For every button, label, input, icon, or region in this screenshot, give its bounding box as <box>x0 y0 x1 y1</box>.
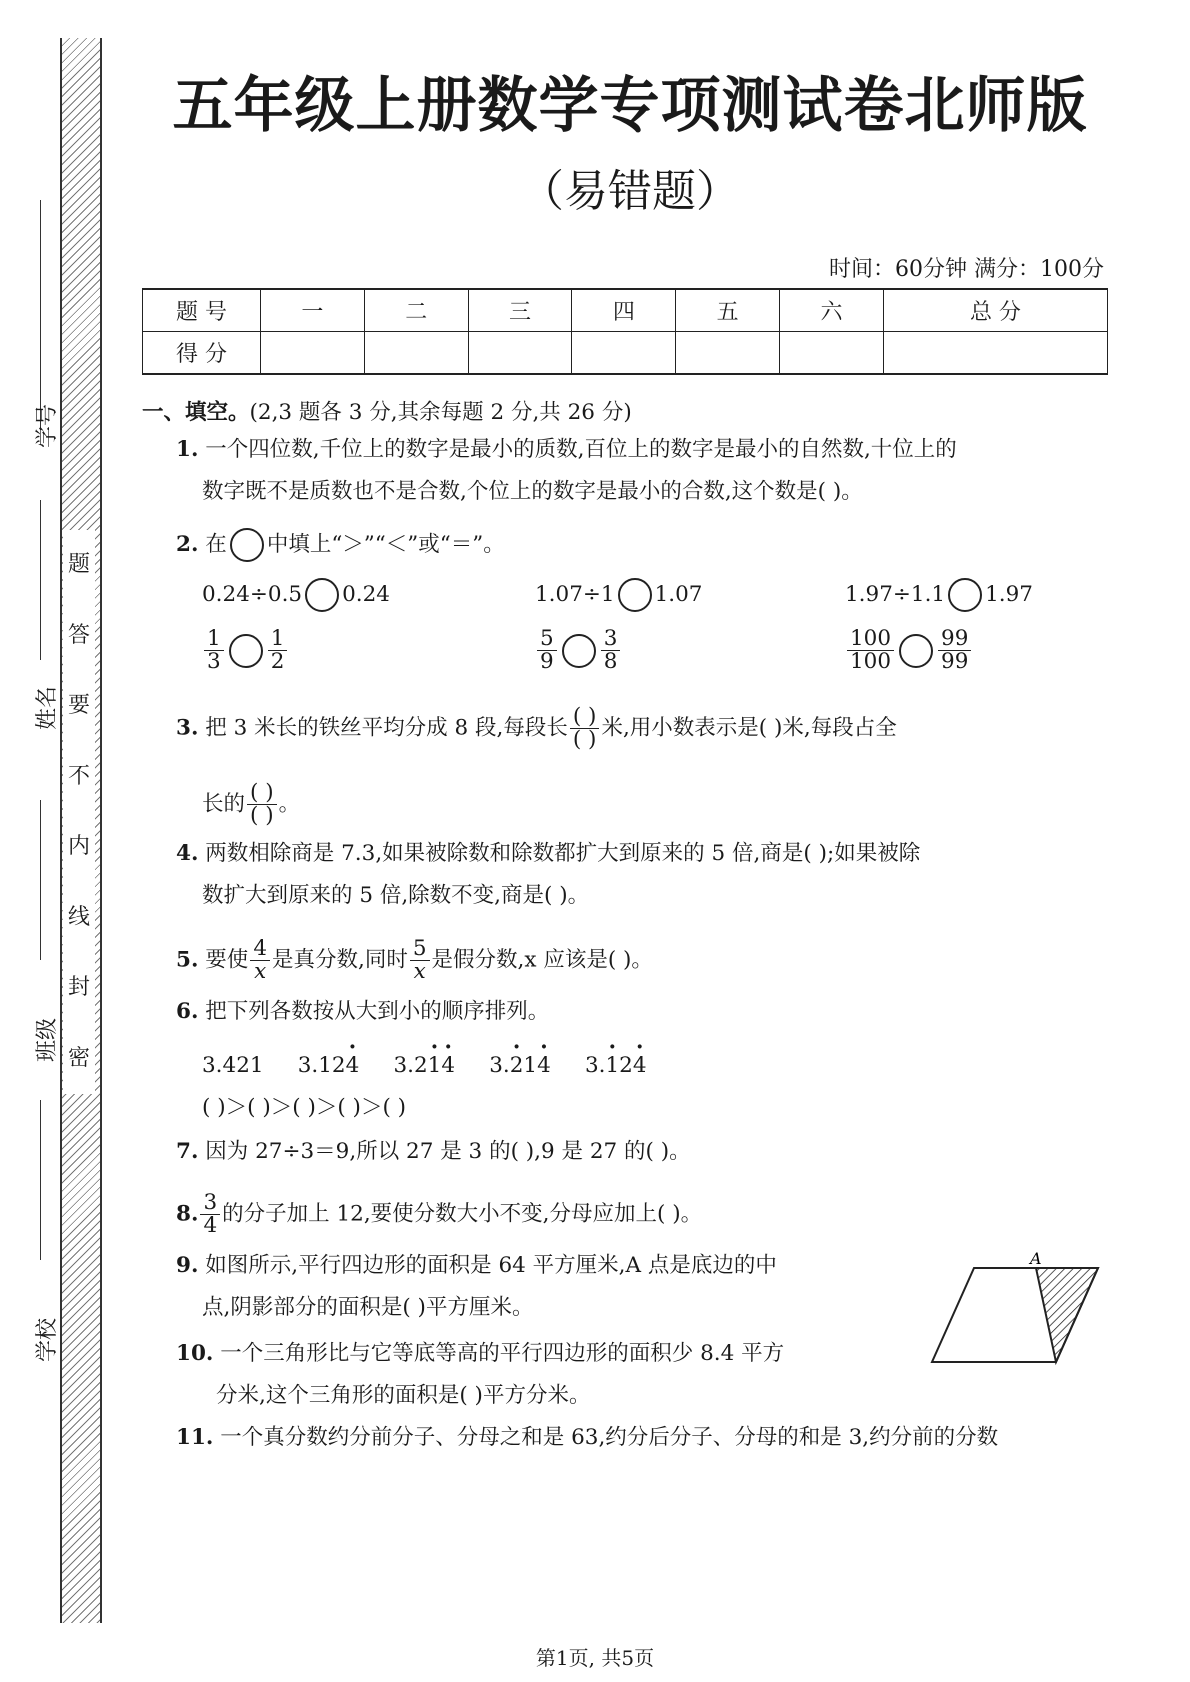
school-label: 学校 <box>35 1317 60 1362</box>
compare-item-4 <box>202 628 289 673</box>
compare-item-6 <box>845 628 973 673</box>
fraction-den: 100 <box>850 649 892 674</box>
page-title: 五年级上册数学专项测试卷北师版 <box>172 71 1088 141</box>
order-answer-line[interactable] <box>202 1094 406 1122</box>
repeating-digit: · 1 <box>428 1053 442 1078</box>
question-number: 10. <box>176 1341 214 1366</box>
number-part: 3. <box>584 1053 606 1078</box>
question-text: 数扩大到原来的 5 倍,除数不变,商是( )。 <box>202 883 590 908</box>
score-cell[interactable] <box>261 332 365 375</box>
question-text: 数字既不是质数也不是合数,个位上的数字是最小的合数,这个数是( )。 <box>202 479 863 504</box>
question-11 <box>176 1424 998 1452</box>
fraction-num: 100 <box>847 628 894 651</box>
seal-word: 线 <box>63 883 95 954</box>
question-text: 要使 <box>205 947 249 973</box>
question-number: 6. <box>176 999 199 1024</box>
question-5 <box>176 938 653 983</box>
fraction <box>268 628 288 673</box>
question-text: 把 3 米长的铁丝平均分成 8 段,每段长 <box>205 715 568 741</box>
fraction-den: x <box>254 959 267 984</box>
question-text: 是假分数,x 应该是( )。 <box>431 947 653 973</box>
question-1-line-2 <box>202 478 863 506</box>
question-4 <box>176 840 920 868</box>
fraction <box>537 628 557 673</box>
question-text: 如图所示,平行四边形的面积是 64 平方厘米,A 点是底边的中 <box>205 1253 777 1278</box>
fraction-blank[interactable] <box>247 782 277 827</box>
seal-line-words <box>60 530 98 1094</box>
number-item <box>393 1053 455 1078</box>
score-cell[interactable] <box>780 332 884 375</box>
number-part: 1 <box>523 1053 538 1078</box>
question-text: 在 <box>205 532 227 557</box>
repeating-digit: · 2 <box>510 1053 524 1078</box>
point-a-label: A <box>1030 1250 1042 1268</box>
fraction-den: 99 <box>941 649 969 674</box>
question-text: 把下列各数按从大到小的顺序排列。 <box>205 999 550 1024</box>
fraction-num: 1 <box>204 628 224 651</box>
question-2 <box>176 528 505 562</box>
section-1-note: (2,3 题各 3 分,其余每题 2 分,共 26 分) <box>249 400 632 425</box>
class-label: 班级 <box>35 1017 60 1062</box>
fraction-num: 5 <box>537 628 557 651</box>
score-cell[interactable] <box>676 332 780 375</box>
page-subtitle: （易错题） <box>520 166 740 217</box>
seal-word: 封 <box>63 953 95 1024</box>
score-header-cell: 四 <box>572 289 676 332</box>
question-8 <box>176 1192 702 1237</box>
score-table-header-row <box>143 289 1108 332</box>
fraction <box>410 938 430 983</box>
number-item <box>489 1053 551 1078</box>
compare-expr: 1.97 <box>985 582 1033 607</box>
fraction-den: ( ) <box>572 727 597 752</box>
question-number: 5. <box>176 947 199 973</box>
question-text: 分米,这个三角形的面积是( )平方分米。 <box>216 1383 591 1408</box>
question-6 <box>176 998 549 1026</box>
compare-expr: 1.07÷1 <box>535 582 615 607</box>
score-cell[interactable] <box>364 332 468 375</box>
repeating-digit: · 4 <box>537 1053 551 1078</box>
fraction-den: 8 <box>603 649 618 674</box>
compare-circle-input[interactable] <box>899 634 933 668</box>
question-text: 一个真分数约分前分子、分母之和是 63,约分后分子、分母的和是 3,约分前的分数 <box>220 1425 999 1450</box>
score-table-score-row <box>143 332 1108 375</box>
score-header-cell: 三 <box>468 289 572 332</box>
question-3-line-2 <box>202 782 300 827</box>
number-part: 3. <box>393 1053 414 1078</box>
seal-word: 不 <box>63 742 95 813</box>
fraction-den: 2 <box>270 649 285 674</box>
score-header-cell: 一 <box>261 289 365 332</box>
seal-word: 题 <box>63 530 95 601</box>
compare-circle-input[interactable] <box>618 578 652 612</box>
repeating-digit: · 1 <box>605 1053 619 1078</box>
score-cell[interactable] <box>468 332 572 375</box>
question-9-line-2 <box>202 1294 533 1322</box>
question-text: 。 <box>278 791 301 817</box>
compare-item-1 <box>202 578 390 612</box>
fraction-num: 5 <box>410 938 430 961</box>
order-blanks: ( )＞( )＞( )＞( )＞( ) <box>202 1095 407 1120</box>
fraction-num: 4 <box>250 938 270 961</box>
question-text: 的分子加上 12,要使分数大小不变,分母应加上( )。 <box>222 1201 703 1227</box>
section-1-label: 一、填空。 <box>142 400 250 425</box>
fraction-den: 3 <box>207 649 221 674</box>
question-text: 是真分数,同时 <box>272 947 408 973</box>
question-number: 8. <box>176 1201 199 1227</box>
question-10-line-2 <box>216 1382 590 1410</box>
score-header-cell: 题 号 <box>143 289 261 332</box>
compare-item-5 <box>535 628 622 673</box>
question-text: 长的 <box>202 791 246 817</box>
exam-meta: 时间：60分钟 满分：100分 <box>829 257 1104 282</box>
fraction <box>204 628 224 673</box>
fraction-den: 4 <box>203 1213 218 1238</box>
compare-circle-input[interactable] <box>562 634 596 668</box>
fraction <box>250 938 270 983</box>
score-table <box>142 288 1108 375</box>
page-footer: 第1页, 共5页 <box>535 1646 655 1670</box>
question-text: 点,阴影部分的面积是( )平方厘米。 <box>202 1295 534 1320</box>
compare-expr: 1.97÷1.1 <box>845 582 946 607</box>
fraction-num: 3 <box>601 628 621 651</box>
question-text: 中填上“＞”“＜”或“＝”。 <box>266 532 505 557</box>
fraction <box>200 1192 220 1237</box>
question-number: 3. <box>176 715 199 741</box>
compare-item-3 <box>845 578 1033 612</box>
name-label: 姓名 <box>35 685 60 730</box>
question-text: 两数相除商是 7.3,如果被除数和除数都扩大到原来的 5 倍,商是( );如果被除 <box>205 841 921 866</box>
question-number: 1. <box>176 437 199 462</box>
fraction-num: ( ) <box>247 782 277 805</box>
section-1-heading <box>142 395 632 426</box>
number-part: 2 <box>413 1053 428 1078</box>
question-9 <box>176 1252 777 1280</box>
question-7 <box>176 1138 691 1166</box>
fraction-num: 3 <box>200 1192 220 1215</box>
fraction-num: 99 <box>938 628 971 651</box>
student-no-label: 学号 <box>35 403 60 448</box>
compare-expr: 1.07 <box>654 582 703 607</box>
seal-word: 内 <box>63 812 95 883</box>
question-number: 4. <box>176 841 199 866</box>
number-item <box>585 1053 647 1078</box>
question-text: 因为 27÷3＝9,所以 27 是 3 的( ),9 是 27 的( )。 <box>205 1139 691 1164</box>
question-text: 一个三角形比与它等底等高的平行四边形的面积少 8.4 平方 <box>220 1341 785 1366</box>
question-6-numbers <box>202 1052 647 1080</box>
question-number: 2. <box>176 532 199 557</box>
score-row-label: 得 分 <box>143 332 261 375</box>
fraction <box>938 628 971 673</box>
compare-circle-input[interactable] <box>229 634 263 668</box>
question-number: 11. <box>176 1425 214 1450</box>
score-header-cell: 总 分 <box>883 289 1107 332</box>
score-cell[interactable] <box>572 332 676 375</box>
number-part: 2 <box>619 1053 633 1078</box>
seal-word: 答 <box>63 601 95 672</box>
fraction-blank[interactable] <box>570 706 600 751</box>
question-number: 7. <box>176 1139 199 1164</box>
seal-word: 密 <box>63 1024 95 1095</box>
compare-expr: 0.24 <box>342 582 390 607</box>
repeating-digit: · 4 <box>346 1053 360 1078</box>
seal-word: 要 <box>63 671 95 742</box>
fraction <box>847 628 894 673</box>
question-1 <box>176 436 957 464</box>
question-text: 一个四位数,千位上的数字是最小的质数,百位上的数字是最小的自然数,十位上的 <box>205 437 957 462</box>
fraction-num: ( ) <box>570 706 600 729</box>
score-cell[interactable] <box>883 332 1107 375</box>
repeating-digit: · 4 <box>441 1053 455 1078</box>
repeating-digit: · 4 <box>633 1053 647 1078</box>
number-item <box>298 1053 360 1078</box>
question-number: 9. <box>176 1253 199 1278</box>
score-header-cell: 二 <box>364 289 468 332</box>
shaded-triangle <box>1036 1268 1098 1362</box>
fraction-num: 1 <box>268 628 288 651</box>
compare-circle-input[interactable] <box>948 578 982 612</box>
fraction <box>601 628 621 673</box>
question-10 <box>176 1340 784 1368</box>
fraction-den: x <box>413 959 426 984</box>
circle-icon <box>230 528 264 562</box>
score-header-cell: 六 <box>780 289 884 332</box>
question-text: 米,用小数表示是( )米,每段占全 <box>601 715 897 741</box>
compare-expr: 0.24÷0.5 <box>202 582 303 607</box>
parallelogram-figure <box>930 1250 1110 1370</box>
fraction-den: ( ) <box>250 803 274 828</box>
compare-circle-input[interactable] <box>305 578 339 612</box>
number-item: 3.421 <box>202 1053 264 1078</box>
number-part: 3. <box>489 1053 510 1078</box>
question-3 <box>176 706 897 751</box>
score-header-cell: 五 <box>676 289 780 332</box>
question-4-line-2 <box>202 882 589 910</box>
number-part: 3.12 <box>297 1053 346 1078</box>
fraction-den: 9 <box>540 649 554 674</box>
compare-item-2 <box>535 578 702 612</box>
